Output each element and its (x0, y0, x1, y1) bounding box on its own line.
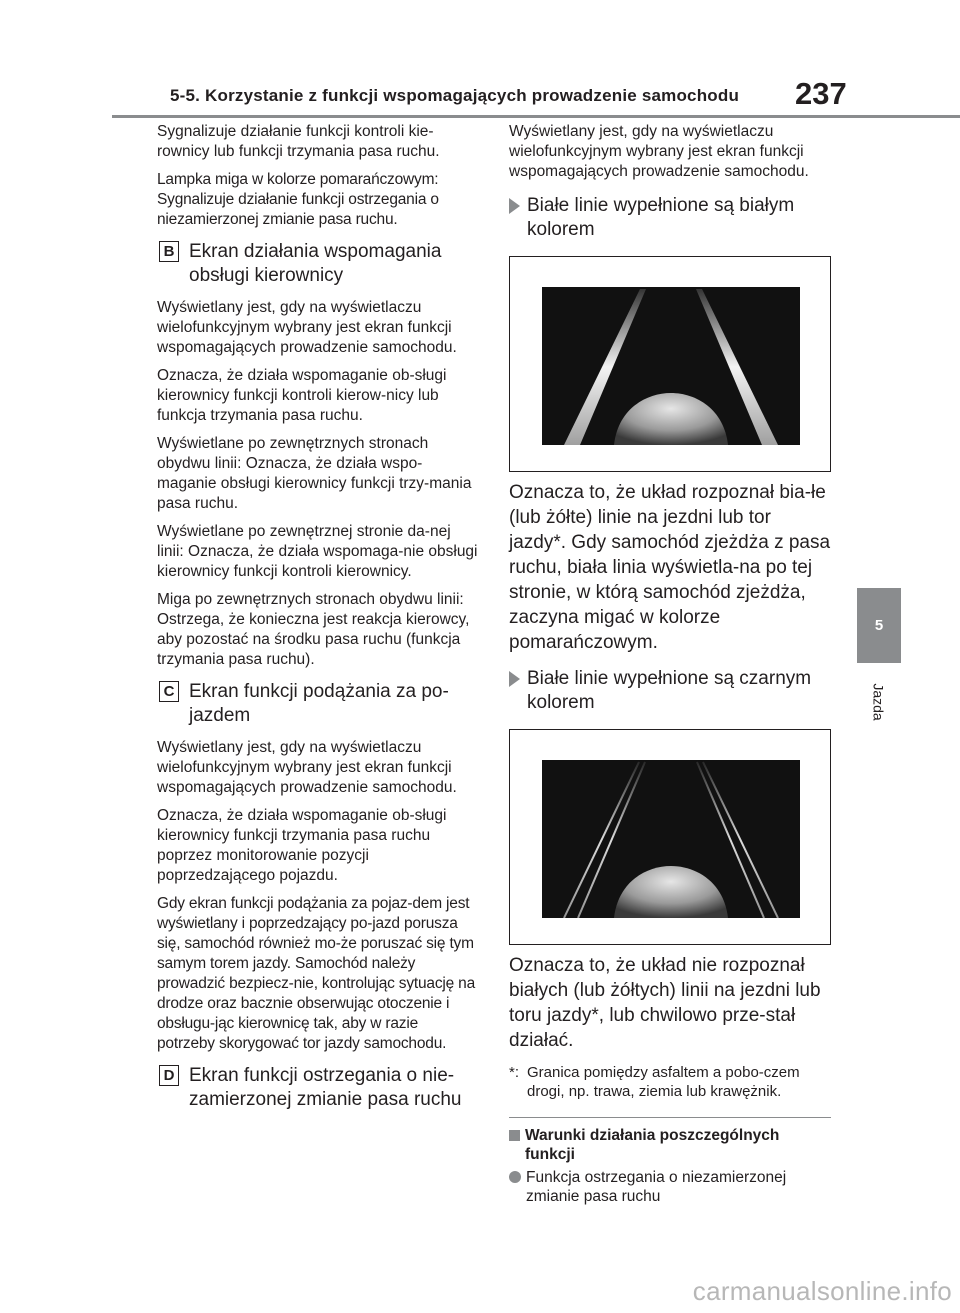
section-title: Ekran funkcji podążania za po-jazdem (189, 681, 449, 726)
lane-display-figure-solid (509, 256, 831, 472)
subheading: Warunki działania poszczególnych funkcji (509, 1126, 831, 1164)
chapter-tab[interactable] (857, 588, 901, 663)
paragraph: Wyświetlane po zewnętrznych stronach obydwu linii: Oznacza, że działa wspo-maganie obsługi kierownicy funkcji trzy-mania pasa ruchu. (157, 435, 472, 512)
footnote-text: Granica pomiędzy asfaltem a pobo-czem drogi, np. trawa, ziemia lub krawężnik. (527, 1064, 800, 1100)
watermark-text: carmanualsonline.info (692, 1276, 952, 1306)
paragraph: Wyświetlany jest, gdy na wyświetlaczu wielofunkcyjnym wybrany jest ekran funkcji wspomagających prowadzenie samochodu. (509, 123, 809, 180)
right-column (509, 122, 831, 1206)
paragraph: Oznacza to, że układ rozpoznał bia-łe (lub żółte) linie na jezdni lub tor jazdy*. Gdy samochód zjeżdża z pasa ruchu, biała linia wyświetla-na po tej stronie, w którą samochód zjeżdża, zaczyna migać w kolorze pomarańczowym. (509, 482, 831, 653)
square-bullet-icon (509, 1130, 520, 1141)
paragraph: Miga po zewnętrznych stronach obydwu linii: Ostrzega, że konieczna jest reakcja kierowcy, aby pozostać na środku pasa ruchu (funkcja trzymania pasa ruchu). (157, 591, 470, 668)
footnote-mark: *: (509, 1064, 520, 1081)
section-heading-d (157, 1064, 479, 1112)
section-letter-d: D (159, 1065, 179, 1086)
lane-display-screen (542, 760, 800, 918)
triangle-bullet-icon (509, 198, 520, 214)
paragraph: Oznacza, że działa wspomaganie ob-sługi kierownicy funkcji kontroli kierow-nicy lub funkcja trzymania pasa ruchu. (157, 367, 447, 424)
list-item: Funkcja ostrzegania o niezamierzonej zmianie pasa ruchu (509, 1168, 831, 1206)
paragraph: Lampka miga w kolorze pomarańczowym: Sygnalizuje działanie funkcji ostrzegania o niezamierzonej zmianie pasa ruchu. (157, 171, 439, 228)
section-letter-c: C (159, 681, 179, 702)
section-heading-b (157, 240, 479, 288)
chapter-tab-label: Jazda (871, 683, 888, 721)
running-header-title: 5-5. Korzystanie z funkcji wspomagających prowadzenie samochodu (170, 86, 740, 105)
chapter-tab-number: 5 (874, 617, 884, 634)
circle-bullet-icon (509, 1171, 521, 1183)
page-number: 237 (795, 76, 847, 111)
paragraph: Wyświetlany jest, gdy na wyświetlaczu wielofunkcyjnym wybrany jest ekran funkcji wspomagających prowadzenie samochodu. (157, 739, 457, 796)
section-title: Ekran działania wspomagania obsługi kierownicy (189, 241, 442, 286)
paragraph: Wyświetlany jest, gdy na wyświetlaczu wielofunkcyjnym wybrany jest ekran funkcji wspomagających prowadzenie samochodu. (157, 299, 457, 356)
bullet-heading: Białe linie wypełnione są białym kolorem (509, 194, 831, 242)
section-letter-b: B (159, 241, 179, 262)
bullet-heading: Białe linie wypełnione są czarnym kolorem (509, 667, 831, 715)
paragraph: Oznacza to, że układ nie rozpoznał białych (lub żółtych) linii na jezdni lub toru jazdy*, lub chwilowo prze-stał działać. (509, 955, 821, 1051)
section-heading-c (157, 680, 479, 728)
section-title: Ekran funkcji ostrzegania o nie-zamierzonej zmianie pasa ruchu (189, 1065, 462, 1110)
triangle-bullet-icon (509, 671, 520, 687)
footnote (509, 1063, 831, 1101)
paragraph: Oznacza, że działa wspomaganie ob-sługi kierownicy funkcji trzymania pasa ruchu poprzez monitorowanie pozycji poprzedzającego pojazdu. (157, 807, 447, 884)
lane-display-screen (542, 287, 800, 445)
lane-display-figure-outline (509, 729, 831, 945)
paragraph: Gdy ekran funkcji podążania za pojaz-dem jest wyświetlany i poprzedzający po-jazd porusza się, samochód również mo-że poruszać się tym samym torem jazdy. Samochód należy prowadzić bezpiecz-nie, kontrolując sytuację na drodze oraz bacznie obserwując otoczenie i obsługu-jąc kierownicę tak, aby w razie potrzeby skorygować tor jazdy samochodu. (157, 895, 475, 1052)
paragraph: Sygnalizuje działanie funkcji kontroli kie-rownicy lub funkcji trzymania pasa ruchu. (157, 123, 440, 160)
left-column (157, 122, 479, 1122)
section-rule (509, 1117, 831, 1118)
header-rule (112, 115, 960, 118)
paragraph: Wyświetlane po zewnętrznej stronie da-nej linii: Oznacza, że działa wspomaga-nie obsługi kierownicy funkcji kontroli kierownicy. (157, 523, 478, 580)
